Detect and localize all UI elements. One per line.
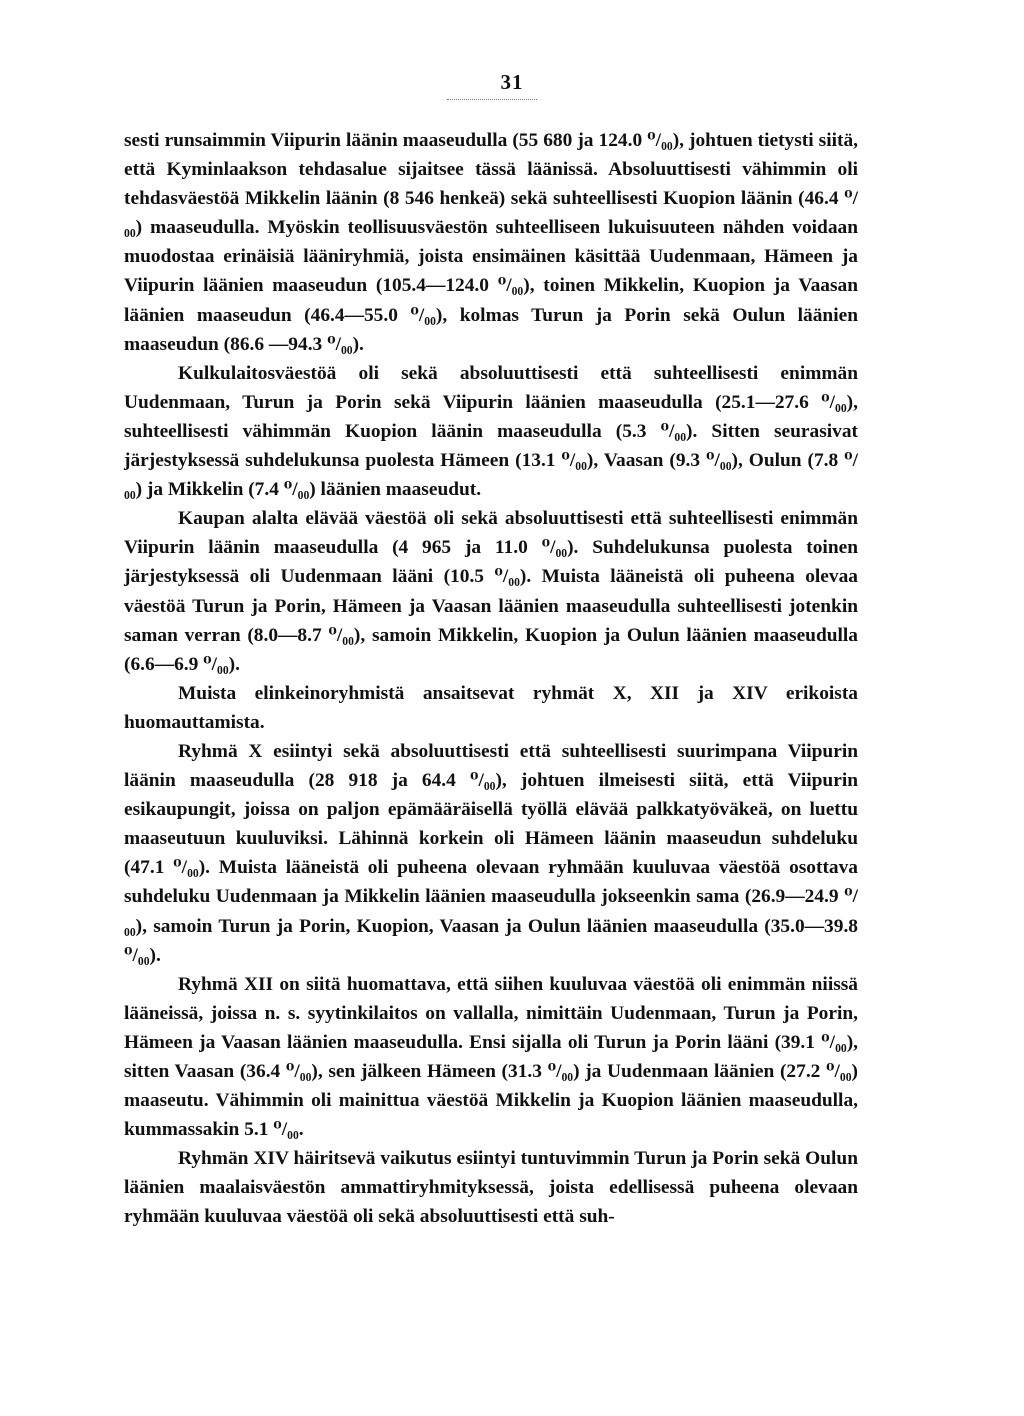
paragraph: Kaupan alalta elävää väestöä oli sekä absoluuttisesti että suhteellisesti enimmän Viipurin läänin maaseudulla (4 965 ja 11.0 ⁰/₀₀). Suhdelukunsa puolesta toinen järjestyksessä oli Uudenmaan lääni (10.5 ⁰/₀₀). Muista lääneistä oli puheena olevaa väestöä Turun ja Porin, Hämeen ja Vaasan läänien maaseudulla suhteellisesti jotenkin saman verran (8.0—8.7 ⁰/₀₀), samoin Mikkelin, Kuopion ja Oulun läänien maaseudulla (6.6—6.9 ⁰/₀₀).: [124, 508, 858, 675]
page-number: 31: [500, 70, 524, 94]
page-number-rule: [447, 99, 537, 100]
paragraph: Ryhmä X esiintyi sekä absoluuttisesti että suhteellisesti suurimpana Viipurin läänin maaseudulla (28 918 ja 64.4 ⁰/₀₀), johtuen ilmeisesti siitä, että Viipurin esikaupungit, joissa on paljon epämääräisellä työllä elävää palkkatyöväkeä, on luettu maaseutuun kuuluviksi. Lähinnä korkein oli Hämeen läänin maaseudun suhdeluku (47.1 ⁰/₀₀). Muista lääneistä oli puheena olevaan ryhmään kuuluvaa väestöä osottava suhdeluku Uudenmaan ja Mikkelin läänien maaseudulla jokseenkin sama (26.9—24.9 ⁰/₀₀), samoin Turun ja Porin, Kuopion, Vaasan ja Oulun läänien maaseudulla (35.0—39.8 ⁰/₀₀).: [124, 740, 858, 966]
paragraph: Kulkulaitosväestöä oli sekä absoluuttisesti että suhteellisesti enimmän Uudenmaan, Turun ja Porin sekä Viipurin läänien maaseudulla (25.1—27.6 ⁰/₀₀), suhteellisesti vähimmän Kuopion läänin maaseudulla (5.3 ⁰/₀₀). Sitten seurasivat järjestyksessä suhdelukunsa puolesta Hämeen (13.1 ⁰/₀₀), Vaasan (9.3 ⁰/₀₀), Oulun (7.8 ⁰/₀₀) ja Mikkelin (7.4 ⁰/₀₀) läänien maaseudut.: [124, 362, 858, 501]
paragraph: Ryhmän XIV häiritsevä vaikutus esiintyi tuntuvimmin Turun ja Porin sekä Oulun läänien maalaisväestön ammattiryhmityksessä, joista edellisessä puheena olevaan ryhmään kuuluvaa väestöä oli sekä absoluuttisesti että suh-: [124, 1148, 858, 1228]
paragraph: Muista elinkeinoryhmistä ansaitsevat ryhmät X, XII ja XIV erikoista huomauttamista.: [124, 682, 858, 733]
paragraph: Ryhmä XII on siitä huomattava, että siihen kuuluvaa väestöä oli enimmän niissä lääneissä, joissa n. s. syytinkilaitos on vallalla, nimittäin Uudenmaan, Turun ja Porin, Hämeen ja Vaasan läänien maaseudulla. Ensi sijalla oli Turun ja Porin lääni (39.1 ⁰/₀₀), sitten Vaasan (36.4 ⁰/₀₀), sen jälkeen Hämeen (31.3 ⁰/₀₀) ja Uudenmaan läänien (27.2 ⁰/₀₀) maaseutu. Vähimmin oli mainittua väestöä Mikkelin ja Kuopion läänien maaseudulla, kummassakin 5.1 ⁰/₀₀.: [124, 973, 858, 1141]
paragraph: sesti runsaimmin Viipurin läänin maaseudulla (55 680 ja 124.0 ⁰/₀₀), johtuen tietysti siitä, että Kyminlaakson tehdasalue sijaitsee tässä läänissä. Absoluuttisesti vähimmin oli tehdasväestöä Mikkelin läänin (8 546 henkeä) sekä suhteellisesti Kuopion läänin (46.4 ⁰/₀₀) maaseudulla. Myöskin teollisuusväestön suhteelliseen lukuisuuteen nähden voidaan muodostaa erinäisiä lääniryhmiä, joista ensimäinen käsittää Uudenmaan, Hämeen ja Viipurin läänien maaseudun (105.4—124.0 ⁰/₀₀), toinen Mikkelin, Kuopion ja Vaasan läänien maaseudun (46.4—55.0 ⁰/₀₀), kolmas Turun ja Porin sekä Oulun läänien maaseudun (86.6 —94.3 ⁰/₀₀).: [124, 130, 858, 355]
body-text: [124, 126, 858, 1232]
